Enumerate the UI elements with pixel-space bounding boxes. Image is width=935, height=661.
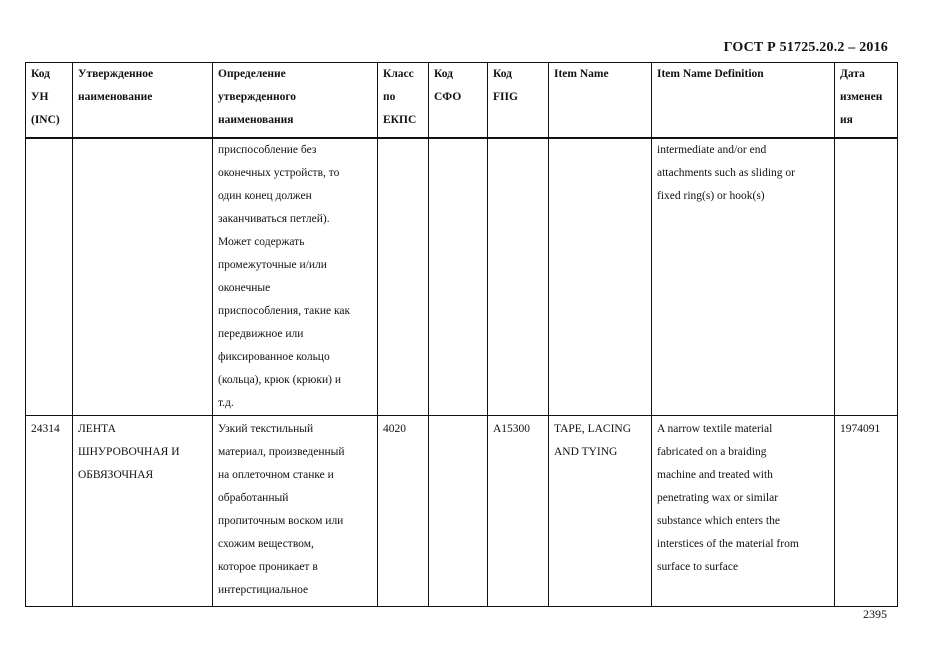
document-title: ГОСТ Р 51725.20.2 – 2016	[723, 40, 888, 55]
column-header-text: ия	[840, 114, 853, 126]
cell-ekps-class	[378, 138, 429, 416]
cell-text: machine and treated with	[657, 469, 773, 481]
cell-text: ЛЕНТА	[78, 423, 116, 435]
table-row	[26, 416, 898, 607]
cell-text: A narrow textile material	[657, 423, 773, 435]
column-header-text: по	[383, 91, 396, 103]
column-header-text: наименования	[218, 114, 294, 126]
cell-item-name-definition	[652, 138, 835, 416]
cell-text: один конец должен	[218, 190, 312, 202]
cell-fiig-code	[488, 416, 549, 607]
cell-text: оконечных устройств, то	[218, 167, 340, 179]
column-header-text: СФО	[434, 91, 462, 103]
column-header-fiig-code	[488, 63, 549, 139]
cell-text: TAPE, LACING	[554, 423, 632, 435]
cell-text: заканчиваться петлей).	[218, 213, 330, 225]
cell-text: A15300	[493, 423, 531, 435]
cell-text: пропиточным воском или	[218, 515, 344, 527]
column-header-text: УН	[31, 91, 49, 103]
cell-text: 24314	[31, 423, 60, 435]
cell-text: 4020	[383, 423, 406, 435]
column-header-sfo-code	[429, 63, 488, 139]
cell-text: т.д.	[218, 397, 234, 409]
cell-text: substance which enters the	[657, 515, 780, 527]
cell-text: ОБВЯЗОЧНАЯ	[78, 469, 154, 481]
column-header-text: Код	[493, 68, 513, 80]
cell-text: обработанный	[218, 492, 289, 504]
cell-text: fixed ring(s) or hook(s)	[657, 190, 765, 202]
cell-text: передвижное или	[218, 328, 304, 340]
cell-ekps-class	[378, 416, 429, 607]
cell-definition	[213, 138, 378, 416]
column-header-text: Код	[31, 68, 51, 80]
column-header-definition	[213, 63, 378, 139]
cell-text: интерстициальное	[218, 584, 309, 596]
cell-text: на оплеточном станке и	[218, 469, 334, 481]
cell-text: surface to surface	[657, 561, 739, 573]
cell-text: AND TYING	[554, 446, 618, 458]
header-row	[26, 63, 898, 139]
cell-fiig-code	[488, 138, 549, 416]
column-header-text: (INC)	[31, 114, 60, 126]
cell-text: схожим веществом,	[218, 538, 314, 550]
column-header-text: ЕКПС	[383, 114, 417, 126]
cell-approved-name	[73, 138, 213, 416]
cell-approved-name	[73, 416, 213, 607]
cell-text: которое проникает в	[218, 561, 318, 573]
cell-sfo-code	[429, 416, 488, 607]
cell-text: фиксированное кольцо	[218, 351, 330, 363]
cell-item-name	[549, 138, 652, 416]
cell-text: приспособления, такие как	[218, 305, 351, 317]
cell-text: материал, произведенный	[218, 446, 345, 458]
cell-text: attachments such as sliding or	[657, 167, 795, 179]
cell-text: Узкий текстильный	[218, 423, 314, 435]
cell-text: intermediate and/or end	[657, 144, 767, 156]
cell-text: penetrating wax or similar	[657, 492, 779, 504]
catalog-table	[25, 62, 898, 607]
column-header-text: Item Name	[554, 68, 609, 80]
cell-item-name-definition	[652, 416, 835, 607]
cell-change-date	[835, 138, 898, 416]
column-header-change-date	[835, 63, 898, 139]
column-header-item-name-definition	[652, 63, 835, 139]
column-header-text: Код	[434, 68, 454, 80]
cell-change-date	[835, 416, 898, 607]
column-header-text: Определение	[218, 68, 286, 80]
cell-text: (кольца), крюк (крюки) и	[218, 374, 342, 386]
cell-sfo-code	[429, 138, 488, 416]
cell-text: fabricated on a braiding	[657, 446, 767, 458]
cell-text: interstices of the material from	[657, 538, 799, 550]
cell-text: оконечные	[218, 282, 271, 294]
cell-text: приспособление без	[218, 144, 317, 156]
column-header-ekps-class	[378, 63, 429, 139]
column-header-text: Класс	[383, 68, 414, 80]
page-number: 2395	[863, 607, 887, 621]
column-header-text: Item Name Definition	[657, 68, 764, 80]
cell-text: промежуточные и/или	[218, 259, 327, 271]
cell-definition	[213, 416, 378, 607]
column-header-text: FIIG	[493, 91, 518, 103]
cell-text: Может содержать	[218, 236, 305, 248]
cell-text: 1974091	[840, 423, 881, 435]
column-header-text: Дата	[840, 68, 865, 80]
table-row	[26, 138, 898, 416]
column-header-text: изменен	[840, 91, 883, 103]
column-header-inc-code	[26, 63, 73, 139]
column-header-text: Утвержденное	[78, 68, 154, 80]
column-header-approved-name	[73, 63, 213, 139]
column-header-text: наименование	[78, 91, 153, 103]
cell-inc-code	[26, 416, 73, 607]
cell-text: ШНУРОВОЧНАЯ И	[78, 446, 180, 458]
column-header-text: утвержденного	[218, 91, 297, 103]
column-header-item-name	[549, 63, 652, 139]
cell-inc-code	[26, 138, 73, 416]
cell-item-name	[549, 416, 652, 607]
